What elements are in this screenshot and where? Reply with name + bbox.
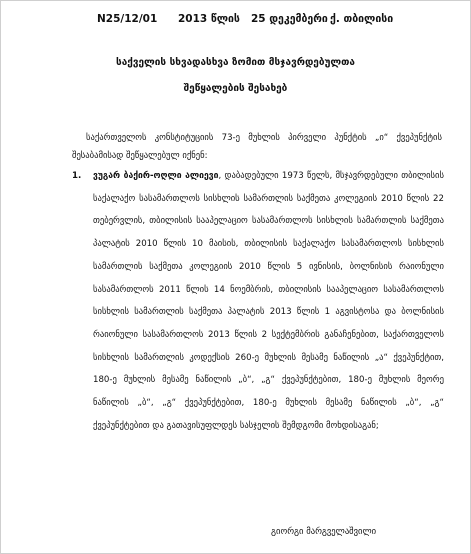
document-number: N25/12/01 xyxy=(97,13,158,25)
document-city: ქ. თბილისი xyxy=(330,13,394,25)
document-title-line-1: საქველის სხვადასხვა ზომით მსჯავრდებულთა xyxy=(116,57,355,68)
document-date: 25 დეკემბერი xyxy=(251,13,328,25)
list-item xyxy=(93,165,444,437)
pardoned-person-name: ვუგარ ბაქირ-ოღლი ალიევი xyxy=(93,171,219,181)
intro-paragraph: საქართველოს კონსტიტუციის 73-ე მუხლის პირველი პუნქტის „ი“ ქვეპუნქტის შესაბამისად შეწყალებულ იქნენ: xyxy=(72,133,442,161)
list-item-number: 1. xyxy=(72,171,82,181)
document-title-line-2: შეწყალების შესახებ xyxy=(183,83,288,94)
document-year: 2013 წლის xyxy=(178,13,240,25)
signature-name: გიორგი მარგველაშვილი xyxy=(271,527,377,537)
list-item-text: , დაბადებული 1973 წელს, მსჯავრდებული თბილისის საქალაქო სასამართლოს სისხლის სამართლის საქმეთა კოლეგიის 2010 წლის 22 თებერვლის, თბილისის სააპელაციო სასამართლოს სისხლის სამართლის საქმეთა პალატის 2010 წლის 10 მაისის, თბილისის საქალაქო სასამართლოს სისხლის სამართლის საქმეთა კოლეგიის 2010 წლის 5 ივნისის, ბოლნისის რაიონული სასამართლოს 2011 წლის 14 ნოემბრის, თბილისის სააპელაციო სასამართლოს სისხლის სამართლის საქმეთა პალატის 2013 წლის 1 აგვისტოსა და ბოლნისის რაიონული სასამართლოს 2013 წლის 2 სექტემბრის განაჩენებით, საქართველოს სისხლის სამართლის კოდექსის 260-ე მუხლის მესამე ნაწილის „ა“ ქვეპუნქტით, 180-ე მუხლის მესამე ნაწილის „ბ“, „გ“ ქვეპუნქტებით, 180-ე მუხლის მეორე ნაწილის „ბ“, „გ“ ქვეპუნქტებით, 180-ე მუხლის მესამე ნაწილის „ბ“, „გ“ ქვეპუნქტებით და გათავისუფლდეს სასჯელის შემდგომი მოხდისაგან; xyxy=(93,171,444,431)
